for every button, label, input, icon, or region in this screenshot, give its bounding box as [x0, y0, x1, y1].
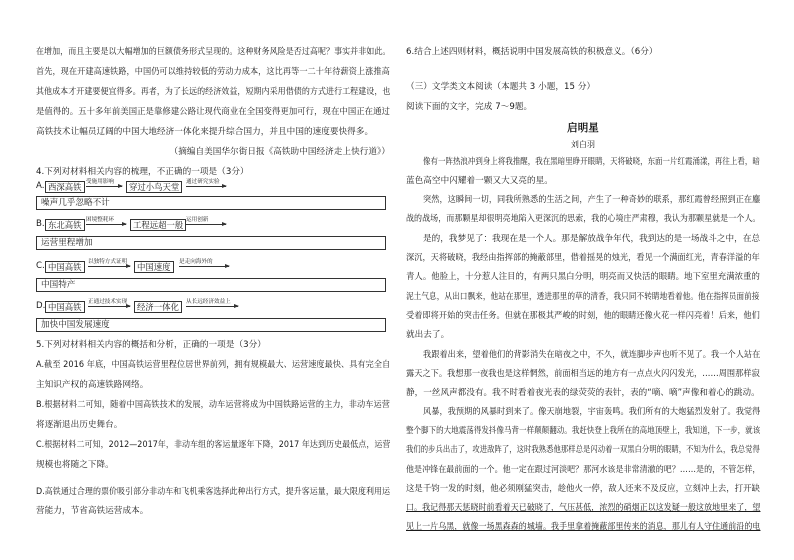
- section-heading: （三）文学类文本阅读（本题共 3 小题，15 分）: [406, 82, 596, 92]
- para-line: 突然，这瞬间一切，同我所熟悉的生活之间，产生了一种奇妙的联系，那红霞曾经照到正在鏖: [423, 195, 761, 205]
- para-line: 这是千钧一发的时刻，他必须刚猛突击，趁他火一停，敌人还来不及反应，立刻冲上去，打开缺: [406, 484, 760, 494]
- option-letter: C.: [36, 261, 45, 271]
- arrow-label: 正通过技术实现: [88, 299, 128, 305]
- arrow-icon: [186, 299, 238, 307]
- chain-node: 中国高铁: [45, 261, 85, 273]
- para-line: 他是冲锋在最前面的一个。他一定在跟过河淡吧？那河水该是非常清澈的吧？……是的，不管怎样，: [406, 465, 761, 475]
- text-line: 是值得的。五十多年前美国正是靠修建公路让现代商业在全国变得更加可行，现在中国正在通过: [36, 107, 390, 117]
- option-line: C.根据材料二可知，2012—2017年，非动车组的客运量逐年下降，2017 年达到历史最低点，运营: [36, 440, 391, 450]
- option-a-chain: [36, 178, 390, 194]
- para-line: 青人。他脸上，十分惹人注目的，有两只黑白分明，明亮而又快活的眼睛。地下室里充满浓重的: [406, 272, 760, 282]
- option-line: D.高铁通过合理的票价吸引部分非动车和飞机乘客选择此种出行方式，提升客运量，最大限度利用运: [36, 487, 391, 497]
- source-citation: （摘编自美国华尔街日报《高铁助中国经济走上快行道》）: [169, 147, 390, 157]
- option-c-result: 中国特产: [36, 278, 386, 292]
- arrow-icon: [186, 179, 226, 187]
- para-line: 受着即将开始的突击任务。但就在那极其严峻的时刻，他的眼睛还像火花一样闪亮着！后来，他们: [406, 311, 760, 321]
- arrow-icon: [179, 259, 229, 267]
- chain-node: 西深高铁: [45, 181, 85, 193]
- chain-node: 穿过小鸟天堂: [126, 181, 182, 193]
- article-author: 刘白羽: [570, 140, 596, 149]
- option-letter: D.: [36, 301, 46, 311]
- para-line: 露天之下。我想那一夜我也是这样惘然，前面相当远的地方有一点点火闪闪发光，……周围那样寂: [406, 369, 760, 379]
- arrow-label: 从长远经济效益上: [186, 299, 231, 305]
- arrow-icon: [86, 217, 126, 225]
- option-line: 主知识产权的高速铁路网络。: [36, 380, 149, 390]
- para-line: 风暴，我预期的风暴时到来了。像天崩地裂，宇宙轰鸣。我们所有的大炮猛烈发射了。我觉得: [423, 407, 761, 417]
- para-line: 静，一丝风声都没有。我不时看着夜光表的绿荧荧的表针，表的“嘀、嘀”声像和着心的跳动。: [406, 388, 760, 398]
- arrow-label: 受施用影响: [86, 179, 114, 185]
- arrow-label: 是走向海外的: [179, 259, 213, 265]
- para-line: 口。我记得那天惩晓时前看着天已破晓了，气压甚低，浓烈的硝烟正以这发疑一般这放地里来了，望: [406, 503, 761, 513]
- question-5: 5.下列对材料相关内容的概括和分析，正确的一项是（3分）: [36, 340, 266, 350]
- text-line: 其他成本才开建要便宜得多。再者，为了长远的经济效益，短期内采用借债的方式进行工程建设，也: [36, 87, 391, 97]
- arrow-label: 运用创新: [186, 217, 209, 223]
- option-d-chain: [36, 298, 390, 314]
- arrow-label: 困境整耗环: [86, 217, 114, 223]
- arrow-icon: [186, 217, 226, 225]
- chain-node: 中国速度: [134, 261, 174, 273]
- option-b-result: 运营里程增加: [36, 236, 386, 250]
- option-c-chain: [36, 258, 390, 274]
- text-line: 高铁技术让幅员辽阔的中国大地经济一体化来提升综合国力，并且中国的速度要快得多。: [36, 127, 374, 137]
- instruction: 阅读下面的文字，完成 7～9题。: [406, 102, 533, 112]
- para-line: 我跟着出来，望着他们的背影消失在暗夜之中，不久，就连脚步声也听不见了。我一个人站在: [423, 350, 761, 360]
- chain-node: 工程远超一般: [130, 219, 186, 231]
- chain-node: 经济一体化: [134, 301, 182, 313]
- option-line: 规模也将随之下降。: [36, 460, 114, 470]
- para-line: 像有一阵热浪冲到身上将我推醒，我在黑暗里睁开眼睛，天将破晓，东面一片红霞涌漾，再往上看，暗: [423, 157, 760, 167]
- para-line: 深沉，天将破晓，我经由指挥部的掩蔽部里，借着摇晃的烛光，看见一个满面红光，青春洋溢的年: [406, 253, 760, 263]
- arrow-icon: [88, 259, 130, 267]
- para-line: 蓝色高空中闪耀着一颗又大又亮的星。: [406, 176, 553, 186]
- option-letter: B.: [36, 219, 45, 229]
- para-line: 见上一片乌黑，就像一场黑森森的城墙。我手里拿着掩蔽部里传来的消息，那儿有人守住通前沿的电: [406, 522, 761, 532]
- option-d-result: 加快中国发展速度: [36, 318, 386, 332]
- option-line: B.根据材料二可知，随着中国高铁技术的发展，动车运营将成为中国铁路运营的主力，非动车运营: [36, 400, 390, 410]
- para-line: 我们的步兵出击了，攻进敌阵了，这时我熟悉他那样总是闪动着一双黑白分明的眼睛，不知为什么，我总觉得: [406, 445, 760, 455]
- option-line: A.截至 2016 年底，中国高铁运营里程位居世界前列，拥有规模最大、运营速度最快、具有完全自: [36, 360, 391, 370]
- arrow-label: 通过研究实验: [186, 179, 220, 185]
- question-4: 4.下列对材料相关内容的梳理，不正确的一项是（3分）: [36, 167, 249, 177]
- para-line: 是的，我梦见了：我现在是一个人。那是解放战争年代，我到达的是一场战斗之中，在总: [423, 234, 761, 244]
- option-line: 将逐渐退出历史舞台。: [36, 420, 123, 430]
- text-line: 在增加，而且主要是以大幅增加的巨额债务形式呈现的。这种财务风险是否过高呢？事实并非如此。: [36, 47, 391, 57]
- para-line: 整个脚下的大地震荡得发抖像马背一样颠颠翻动。我赶快登上我所在的高地顶壁上，我知道，下一步，就该: [406, 426, 761, 436]
- option-b-chain: [36, 216, 390, 232]
- chain-node: 东北高铁: [45, 219, 85, 231]
- option-letter: A.: [36, 181, 45, 191]
- text-line: 首先，现在开建高速铁路，中国仍可以维持较低的劳动力成本，这比再等一二十年待薪资上涨推高: [36, 67, 390, 77]
- arrow-label: 以独特方式证明: [88, 259, 128, 265]
- option-a-result: 噪声几乎忽略不计: [36, 196, 386, 210]
- option-line: 营能力，节省高铁运营成本。: [36, 506, 149, 516]
- arrow-icon: [86, 179, 122, 187]
- para-line: 泥土气息，从出口飘来，他站在那里，透进那里的草的清香，我只同不转睛地看着他。他在指挥员面前接: [406, 292, 760, 302]
- para-line: 战的战场，而那颗星却很明亮地陷入更深沉的思索，我的心境庄严肃穆，我认为那颗星就是一个人。: [406, 214, 761, 224]
- arrow-icon: [88, 299, 130, 307]
- chain-node: 中国高铁: [45, 301, 85, 313]
- para-line: 就出去了。: [406, 330, 450, 340]
- question-6: 6.结合上述四则材料，概括说明中国发展高铁的积极意义。（6分）: [406, 47, 658, 57]
- article-title: 启明星: [567, 122, 599, 134]
